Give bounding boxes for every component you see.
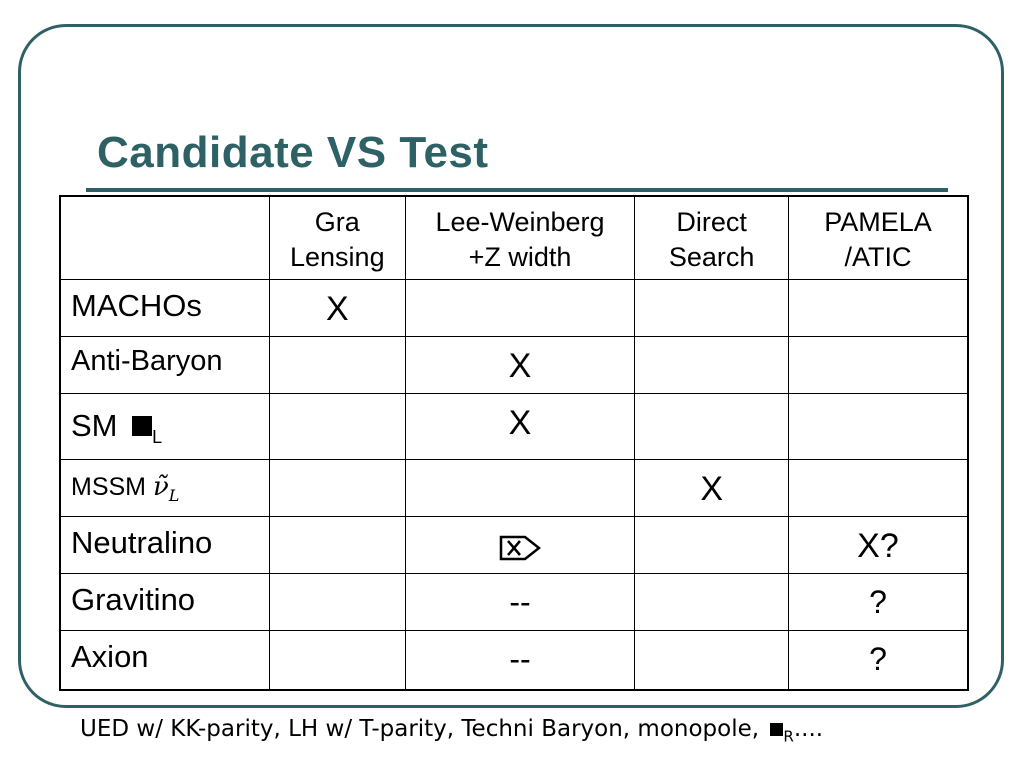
title-underline	[86, 188, 948, 192]
cell-mark	[269, 459, 405, 516]
cell-mark: --	[405, 630, 635, 690]
header-lee-weinberg	[405, 196, 635, 279]
cell-mark	[788, 336, 968, 393]
cell-mark	[269, 573, 405, 630]
header-gra-lensing	[269, 196, 405, 279]
header-label: Lee-Weinberg +Z width	[435, 207, 605, 272]
cell-mark	[405, 459, 635, 516]
black-square-icon	[132, 416, 152, 436]
row-label-axion: Axion	[60, 630, 269, 690]
table-row	[60, 573, 968, 630]
cell-mark: ?	[788, 630, 968, 690]
header-label: Direct Search	[668, 207, 755, 272]
slide-title: Candidate VS Test	[97, 128, 489, 177]
table-row	[60, 516, 968, 573]
cell-mark: X	[405, 393, 635, 459]
crossed-box-arrow-icon	[499, 535, 541, 561]
row-label-neutralino: Neutralino	[60, 516, 269, 573]
cell-mark	[635, 573, 789, 630]
header-label: PAMELA /ATIC	[824, 207, 932, 272]
header-direct-search	[635, 196, 789, 279]
table-row	[60, 393, 968, 459]
cell-mark	[405, 279, 635, 336]
table-row	[60, 279, 968, 336]
header-label: Gra Lensing	[290, 207, 385, 272]
cell-mark: X	[635, 459, 789, 516]
cell-mark: --	[405, 573, 635, 630]
header-row	[60, 196, 968, 279]
header-pamela-atic	[788, 196, 968, 279]
cell-mark	[269, 630, 405, 690]
cell-mark: X?	[788, 516, 968, 573]
cell-mark	[635, 516, 789, 573]
cell-mark: X	[269, 279, 405, 336]
footer-note	[80, 716, 823, 746]
row-label-gravitino: Gravitino	[60, 573, 269, 630]
table-row	[60, 630, 968, 690]
cell-mark	[269, 336, 405, 393]
table-row	[60, 459, 968, 516]
row-label-subscript: L	[168, 485, 180, 505]
cell-mark: X	[405, 336, 635, 393]
header-empty	[60, 196, 269, 279]
row-label-mssm	[60, 459, 269, 516]
cell-mark	[269, 516, 405, 573]
row-label-subscript: L	[152, 426, 163, 447]
cell-mark	[635, 630, 789, 690]
table-row	[60, 336, 968, 393]
cell-mark	[788, 393, 968, 459]
black-square-icon	[770, 723, 783, 736]
cell-mark	[635, 279, 789, 336]
row-label-text: SM	[71, 407, 127, 443]
row-label-machos: MACHOs	[60, 279, 269, 336]
footer-text: UED w/ KK-parity, LH w/ T-parity, Techni Baryon, monopole,	[80, 716, 767, 742]
footer-subscript: R	[783, 727, 794, 746]
candidate-test-table	[59, 195, 969, 691]
cell-mark	[635, 393, 789, 459]
cell-mark	[269, 393, 405, 459]
row-label-sm	[60, 393, 269, 459]
row-label-anti-baryon: Anti-Baryon	[60, 336, 269, 393]
cell-mark	[635, 336, 789, 393]
sneutrino-symbol: ν̃	[152, 471, 169, 502]
cell-mark: ?	[788, 573, 968, 630]
cell-mark	[405, 516, 635, 573]
cell-mark	[788, 459, 968, 516]
row-label-text: MSSM	[71, 472, 153, 501]
cell-mark	[788, 279, 968, 336]
footer-ellipsis: ....	[793, 716, 824, 742]
